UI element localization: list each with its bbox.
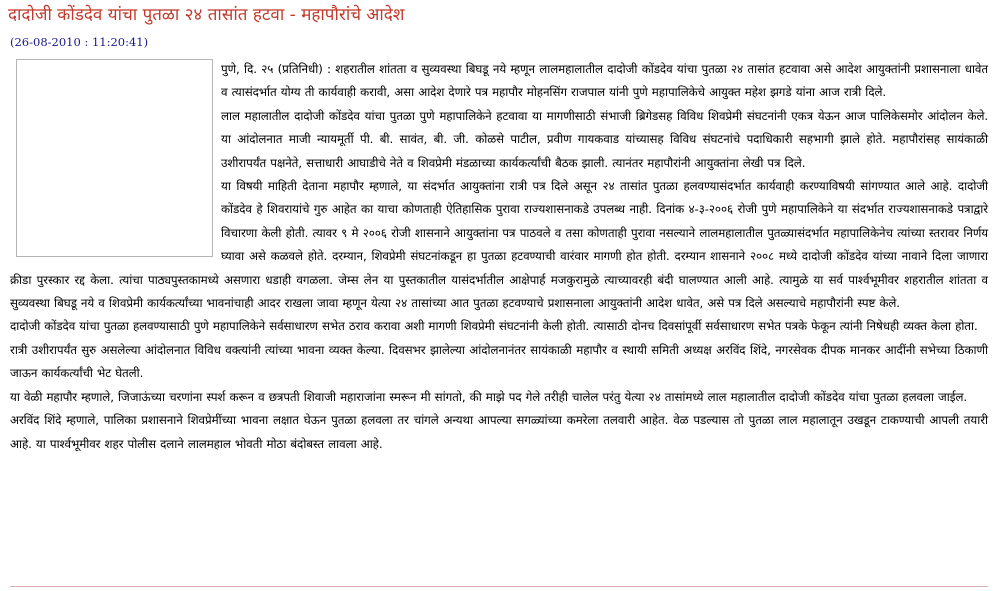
article-paragraph-1: पुणे, दि. २५ (प्रतिनिधी) : शहरातील शांतता व सुव्यवस्था बिघडू नये म्हणून लालमहालातील दादोजी कोंडदेव यांचा पुतळा २४ तासांत हटवावा असे आदेश आयुक्तांनी प्रशासनाला धावेत व त्यासंदर्भात योग्य ती कार्यवाही करावी, असा आदेश देणारे पत्र महापौर मोहनसिंग राजपाल यांनी पुणे महापालिकेचे आयुक्त महेश झगडे यांना आज रात्री दिले. xyxy=(221,62,988,100)
article-paragraph-5: रात्री उशीरापर्यंत सुरु असलेल्या आंदोलनात विविध वक्त्यांनी त्यांच्या भावना व्यक्त केल्या. दिवसभर झालेल्या आंदोलनानंतर सायंकाळी महापौर व स्थायी समिती अध्यक्ष अरविंद शिंदे, नगरसेवक दीपक मानकर आदींनी सभेच्या ठिकाणी जाऊन कार्यकर्त्यांची भेट घेतली. xyxy=(10,342,988,381)
article-body xyxy=(10,58,988,456)
article-paragraph-4: दादोजी कोंडदेव यांचा पुतळा हलवण्यासाठी पुणे महापालिकेने सर्वसाधारण सभेत ठराव करावा अशी मागणी शिवप्रेमी संघटनांनी केली होती. त्यासाठी दोनच दिवसांपूर्वी सर्वसाधारण सभेत पत्रके फेकून त्यांनी निषेधही व्यक्त केला होता. xyxy=(10,319,978,334)
bottom-divider xyxy=(10,586,988,587)
article-paragraph-3: या विषयी माहिती देताना महापौर म्हणाले, या संदर्भात आयुक्तांना रात्री पत्र दिले असून २४ तासांत पुतळा हलवण्यासंदर्भात कार्यवाही करण्याविषयी सांगण्यात आले आहे. दादोजी कोंडदेव हे शिवरायांचे गुरु आहेत का याचा कोणताही ऐतिहासिक पुरावा राज्यशासनाकडे उपलब्ध नाही. दिनांक ४-३-२००६ रोजी पुणे महापालिकेने या संदर्भात राज्यशासनाकडे पत्राद्वारे विचारणा केली होती. त्यावर ९ मे २००६ रोजी शासनाने आयुक्तांना पत्र पाठवले व तसा कोणताही पुरावा नसल्याने लालमहालातील पुतळ्यासंदर्भात महापालिकेनेच त्यांच्या स्तरावर निर्णय घ्यावा असे कळवले होते. दरम्यान, शिवप्रेमी संघटनांकडून हा पुतळा हटवण्याची वारंवार मागणी होत होती. दरम्यान शासनाने २००८ मध्ये दादोजी कोंडदेव यांच्या नावाने दिला जाणारा क्रीडा पुरस्कार रद्द केला. त्यांचा पाठ्यपुस्तकामध्ये असणारा धडाही वगळला. जेम्स लेन या पुस्तकातील यासंदर्भातील आक्षेपार्ह मजकुरामुळे त्याच्यावरही बंदी घालण्यात आली आहे. त्यामुळे या सर्व पार्श्वभूमीवर शहरातील शांतता व सुव्यवस्था बिघडू नये व शिवप्रेमी कार्यकर्त्यांच्या भावनांचाही आदर राखला जावा म्हणून येत्या २४ तासांच्या आत पुतळा हटवण्याचे प्रशासनाला आयुक्तांनी आदेश धावेत, असे पत्र दिले असल्याचे महापौरांनी स्पष्ट केले. xyxy=(10,179,988,311)
article-headline: दादोजी कोंडदेव यांचा पुतळा २४ तासांत हटवा - महापौरांचे आदेश xyxy=(8,5,405,25)
article-timestamp: (26-08-2010 : 11:20:41) xyxy=(10,35,149,49)
article-paragraph-2: लाल महालातील दादोजी कोंडदेव यांचा पुतळा पुणे महापालिकेने हटवावा या मागणीसाठी संभाजी ब्रिगेडसह विविध शिवप्रेमी संघटनांनी एकत्र येऊन आज पालिकेसमोर आंदोलन केले. या आंदोलनात माजी न्यायमूर्ती पी. बी. सावंत, बी. जी. कोळसे पाटील, प्रवीण गायकवाड यांच्यासह विविध संघटनांचे पदाधिकारी सहभागी झाले होते. महापौरांसह सायंकाळी उशीरापर्यंत पक्षनेते, सत्ताधारी आघाडीचे नेते व शिवप्रेमी मंडळाच्या कार्यकर्त्यांची बैठक झाली. त्यानंतर महापौरांनी आयुक्तांना लेखी पत्र दिले. xyxy=(221,108,988,170)
article-photo xyxy=(16,59,213,257)
article-paragraph-7: अरविंद शिंदे म्हणाले, पालिका प्रशासनाने शिवप्रेमींच्या भावना लक्षात घेऊन पुतळा हलवला तर चांगले अन्यथा आपल्या सगळ्यांच्या कमरेला तलवारी आहेत. वेळ पडल्यास तो पुतळा लाल महालातून उखडून टाकण्याची आपली तयारी आहे. या पार्श्वभूमीवर शहर पोलीस दलाने लालमहाल भोवती मोठा बंदोबस्त लावला आहे. xyxy=(10,413,988,451)
article-paragraph-6: या वेळी महापौर म्हणाले, जिजाऊंच्या चरणांना स्पर्श करून व छत्रपती शिवाजी महाराजांना स्मरून मी सांगतो, की माझे पद गेले तरीही चालेल परंतु येत्या २४ तासांमध्ये लाल महालातील दादोजी कोंडदेव यांचा पुतळा हलवला जाईल. xyxy=(10,389,967,404)
